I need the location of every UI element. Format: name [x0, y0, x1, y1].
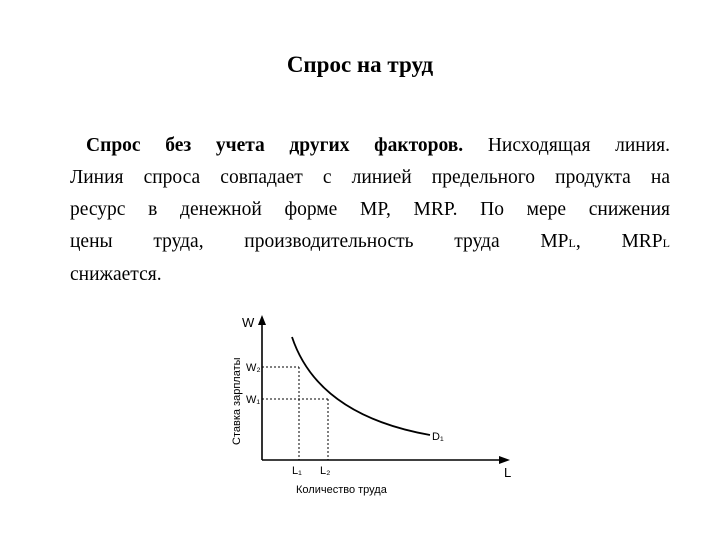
slide-title: Спрос на труд — [286, 52, 434, 77]
w1-label: W₁ — [246, 394, 261, 406]
y-axis-arrow — [258, 315, 266, 325]
description-paragraph — [70, 130, 670, 291]
paragraph-line-4-b: , MRP — [575, 231, 663, 252]
paragraph-line-2: Линия спроса совпадает с линией предельного продукта на — [70, 167, 670, 188]
paragraph-line-5: снижается. — [70, 264, 162, 285]
x-axis-arrow — [499, 456, 510, 464]
labor-demand-diagram — [220, 305, 530, 505]
paragraph-line-1 — [70, 130, 670, 162]
subscript-l-1: L — [568, 236, 576, 250]
paragraph-line-4-a: цены труда, производительность труда MP — [70, 231, 569, 252]
curve-label: D₁ — [432, 431, 444, 443]
y-axis-symbol: W — [242, 315, 255, 330]
subscript-l-2: L — [662, 236, 670, 250]
x-axis-label: Количество труда — [296, 484, 387, 496]
paragraph-line-3: ресурс в денежной форме MP, MRP. По мере снижения — [70, 199, 670, 220]
x-axis-symbol: L — [504, 465, 512, 480]
l2-label: L₂ — [320, 465, 331, 477]
paragraph-lead: Спрос без учета других факторов. — [86, 135, 464, 156]
demand-curve — [292, 337, 430, 435]
paragraph-line-1-rest: Нисходящая линия. — [463, 135, 670, 156]
paragraph-line-4 — [70, 226, 670, 259]
y-axis-label: Ставка зарплаты — [231, 357, 243, 445]
w2-label: W₂ — [246, 362, 261, 374]
l1-label: L₁ — [292, 465, 302, 477]
